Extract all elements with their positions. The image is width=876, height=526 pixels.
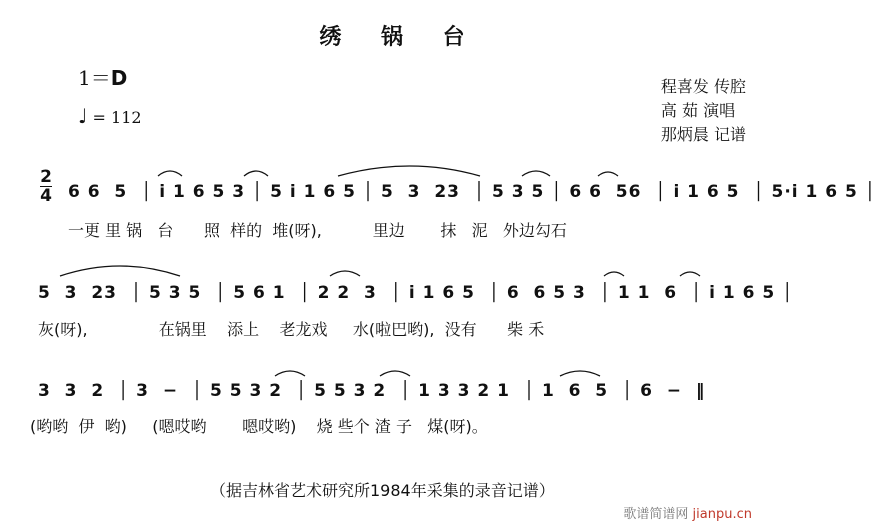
credit-line: 程喜发 传腔: [660, 77, 746, 96]
credit-line: 那炳晨 记谱: [660, 125, 746, 144]
lyrics-row-3: (哟哟 伊 哟) (嗯哎哟 嗯哎哟) 烧 些个 渣 子 煤(呀)。: [30, 417, 488, 436]
notation-row-3: 3 3 2 │ 3 − │ 5 5 3 2 │ 5 5 3 2 │ 1 3 3 2 1 │ 1 6 5 │ 6 − ‖: [38, 381, 706, 401]
notation-row-1: 6 6 5 │ i 1 6 5 3 │ 5 i 1 6 5 │ 5 3 23 │ 5 3 5 │ 6 6 56 │ i 1 6 5 │ 5·i 1 6 5 │: [68, 182, 876, 202]
notation-row-2: 5 3 23 │ 5 3 5 │ 5 6 1 │ 2 2 3 │ i 1 6 5 │ 6 6 5 3 │ 1 1 6 │ i 1 6 5 │: [38, 283, 794, 303]
lyrics-row-2: 灰(呀), 在锅里 添上 老龙戏 水(啦巴哟), 没有 柴 禾: [38, 320, 545, 339]
time-signature-bottom: 4: [40, 186, 52, 206]
quarter-note-icon: ♩: [78, 104, 88, 128]
credit-line: 高 茹 演唱: [660, 101, 736, 120]
key-prefix: 1＝: [78, 66, 111, 90]
time-signature-top: 2: [40, 167, 52, 187]
source-footnote: （据吉林省艺术研究所1984年采集的录音记谱）: [210, 481, 555, 500]
key-note: D: [110, 66, 128, 90]
tempo-value: = 112: [92, 108, 142, 127]
song-title: 绣 锅 台: [319, 25, 481, 50]
watermark-url: jianpu.cn: [692, 507, 752, 522]
lyrics-row-1: 一更 里 锅 台 照 样的 堆(呀), 里边 抹 泥 外边勾石: [68, 221, 567, 240]
site-watermark: [623, 503, 752, 522]
watermark-site: 歌谱简谱网: [623, 507, 689, 522]
